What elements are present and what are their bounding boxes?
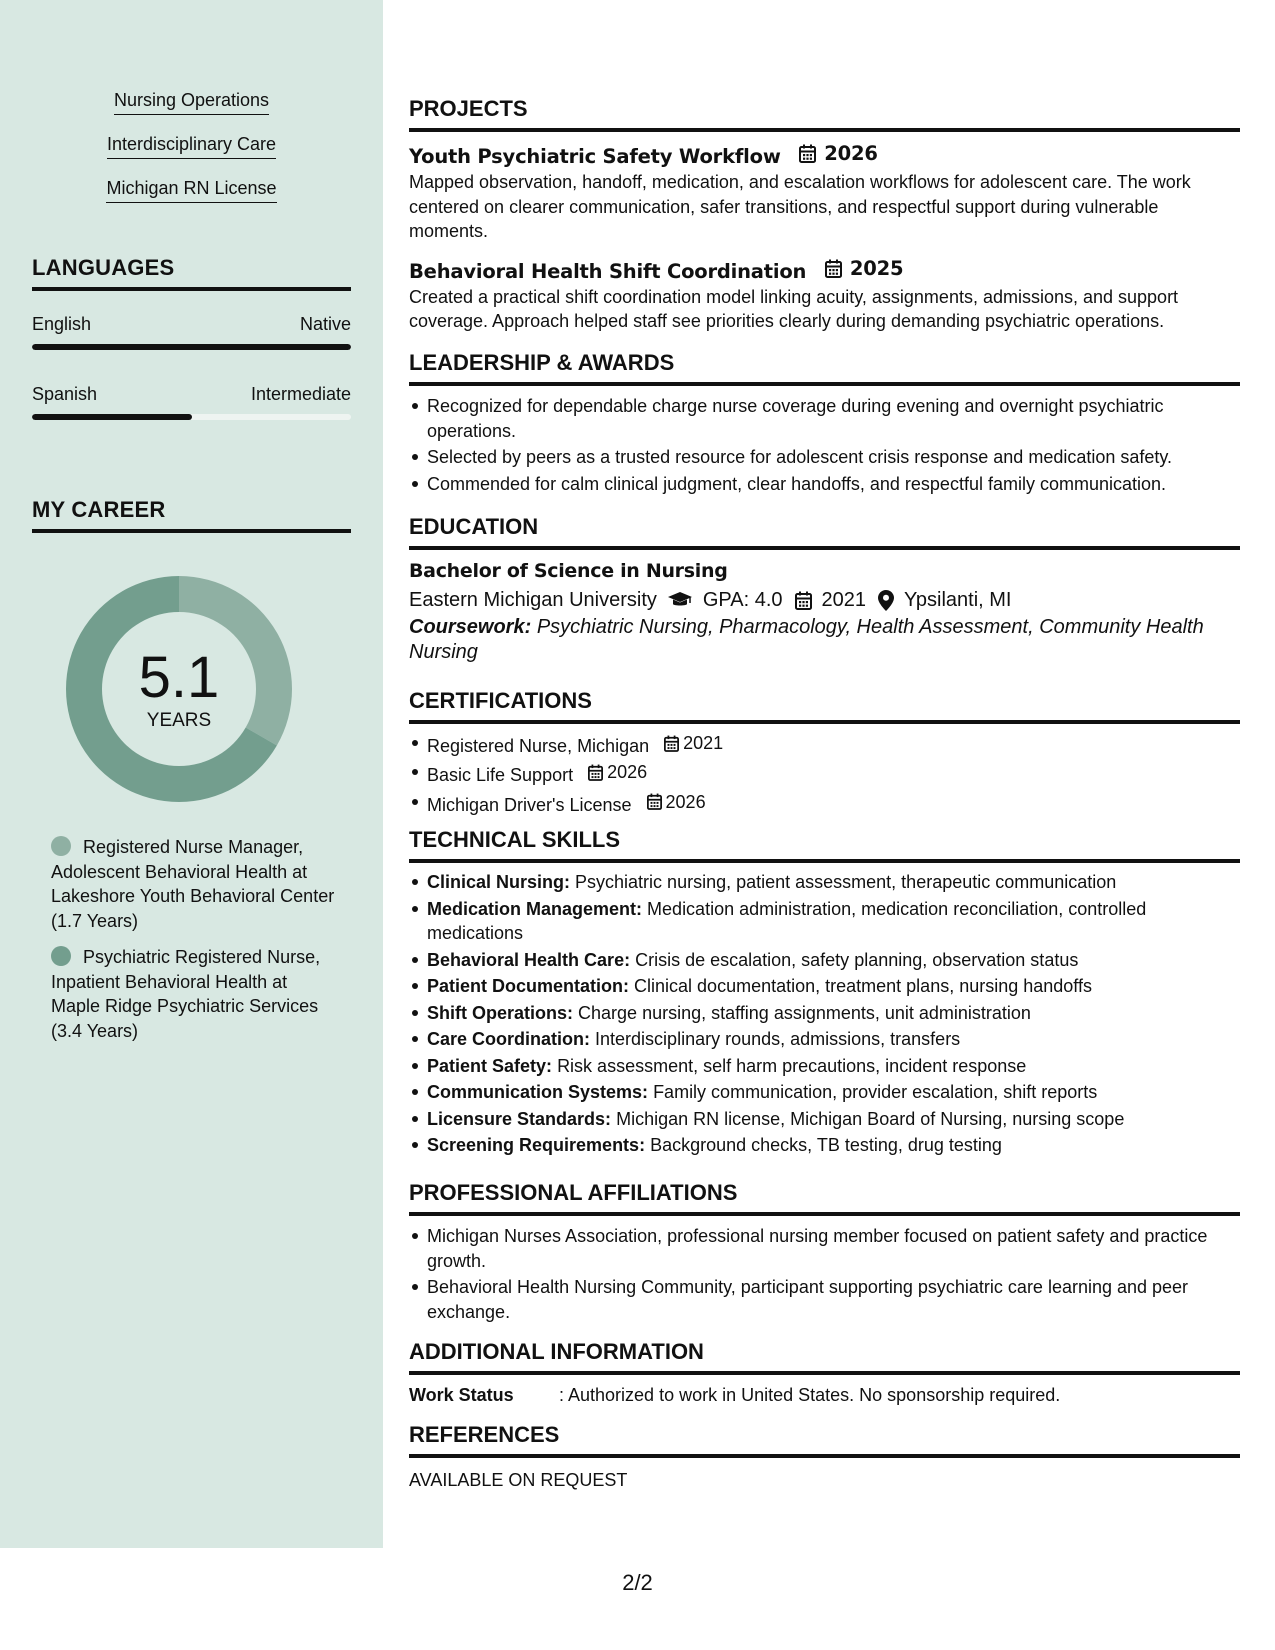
calendar-icon [664,735,679,752]
skill-text: Background checks, TB testing, drug testing [650,1135,1002,1155]
technical-skills-section [409,827,1240,1160]
skill-label: Behavioral Health Care: [427,949,631,970]
language-name: English [32,314,92,334]
language-level: Intermediate [250,384,351,404]
section-heading: TECHNICAL SKILLS [409,827,1240,863]
list-item [409,1054,1240,1079]
list-item [409,790,1240,817]
language-name: Spanish [32,384,98,404]
list-item [409,1080,1240,1105]
skill-text: Medication administration, medication reconciliation, controlled medications [427,898,1147,943]
projects-section [409,96,1240,334]
list-item: Recognized for dependable charge nurse coverage during evening and overnight psychiatric operations. [409,394,1240,443]
career-total-value: 5.1 [138,645,220,710]
sidebar [0,0,383,1548]
section-heading: CERTIFICATIONS [409,688,1240,724]
languages-heading: LANGUAGES [32,255,351,291]
list-item [409,1001,1240,1026]
page-number: 2/2 [622,1570,653,1595]
skill-tag: Nursing Operations [114,88,269,115]
gpa: GPA: 4.0 [702,589,783,611]
language-level: Native [299,314,351,334]
project-name: Behavioral Health Shift Coordination [409,259,807,283]
skill-text: Clinical documentation, treatment plans, nursing handoffs [634,976,1092,996]
section-heading: LEADERSHIP & AWARDS [409,350,1240,386]
project-year: 2026 [824,142,878,165]
skill-text: Interdisciplinary rounds, admissions, transfers [595,1029,961,1049]
career-heading: MY CAREER [32,497,351,533]
skill-label: Communication Systems: [427,1082,649,1102]
work-status-label: Work Status [409,1385,514,1405]
career-item-text: Psychiatric Registered Nurse, Inpatient Behavioral Health at Maple Ridge Psychiatric Services (3.4 Years) [51,947,321,1041]
section-heading: REFERENCES [409,1422,1240,1458]
career-item-text: Registered Nurse Manager, Adolescent Behavioral Health at Lakeshore Youth Behavioral Center (1.7 Years) [51,837,335,931]
skill-label: Licensure Standards: [427,1108,612,1129]
location-pin-icon [878,590,894,611]
certification-year: 2026 [607,762,648,783]
calendar-icon [799,144,816,163]
references-text: AVAILABLE ON REQUEST [409,1470,628,1490]
school-name: Eastern Michigan University [409,589,657,611]
career-dot-icon [51,946,71,966]
section-heading: PROJECTS [409,96,1240,132]
career-item [51,835,341,933]
graduation-cap-icon [667,591,693,609]
skill-label: Patient Safety: [427,1055,553,1076]
skill-tag: Michigan RN License [106,176,276,203]
language-row [32,384,351,405]
section-heading: ADDITIONAL INFORMATION [409,1339,1240,1375]
skill-label: Medication Management: [427,898,643,919]
education-details [409,585,1240,615]
project-title [409,140,1240,170]
work-status-value: : Authorized to work in United States. No sponsorship required. [559,1385,1061,1405]
coursework [409,615,1240,664]
skill-label: Clinical Nursing: [427,872,571,892]
list-item [409,948,1240,973]
list-item [409,760,1240,787]
certification-name: Registered Nurse, Michigan [427,735,650,756]
list-item [409,870,1240,895]
list-item [409,1027,1240,1052]
skill-text: Family communication, provider escalation, shift reports [653,1082,1098,1102]
language-bar-fill [32,414,192,420]
skill-label: Patient Documentation: [427,976,630,996]
list-item: Selected by peers as a trusted resource for adolescent crisis response and medication safety. [409,445,1240,470]
education-section [409,514,1240,664]
career-item [51,945,341,1043]
additional-info-section [409,1339,1240,1406]
language-bar [32,414,351,420]
leadership-section [409,350,1240,498]
language-bar-fill [32,344,351,350]
skill-text: Charge nursing, staffing assignments, unit administration [578,1002,1031,1023]
skill-label: Shift Operations: [427,1002,574,1023]
career-dot-icon [51,836,71,856]
certification-name: Basic Life Support [427,765,574,785]
list-item [409,1107,1240,1132]
technical-skills-list [409,870,1240,1158]
skill-label: Screening Requirements: [427,1135,646,1155]
language-row [32,314,351,335]
project-title [409,255,1240,285]
degree-title: Bachelor of Science in Nursing [409,560,728,582]
project-description: Mapped observation, handoff, medication, and escalation workflows for adolescent care. The work centered on clearer communication, safer transitions, and respectful support during vulnerable moments. [409,172,1191,241]
skill-text: Crisis de escalation, safety planning, observation status [635,949,1079,970]
graduation-year: 2021 [821,589,867,611]
calendar-icon [647,793,662,810]
skill-text: Risk assessment, self harm precautions, incident response [557,1055,1027,1076]
affiliations-list [409,1224,1240,1324]
list-item: Michigan Nurses Association, professional nursing member focused on patient safety and practice growth. [409,1224,1240,1273]
certification-year: 2021 [683,733,724,753]
list-item: Behavioral Health Nursing Community, participant supporting psychiatric care learning and peer exchange. [409,1275,1240,1324]
certification-name: Michigan Driver's License [427,794,632,815]
list-item [409,974,1240,999]
project-year: 2025 [849,256,904,280]
list-item [409,897,1240,946]
skill-text: Psychiatric nursing, patient assessment, therapeutic communication [575,872,1117,892]
section-heading: PROFESSIONAL AFFILIATIONS [409,1180,1240,1216]
skill-tags [0,88,383,220]
certifications-list [409,731,1240,817]
coursework-label: Coursework: [409,616,532,638]
calendar-icon [825,259,842,278]
skill-text: Michigan RN license, Michigan Board of Nursing, nursing scope [616,1108,1125,1129]
list-item [409,731,1240,758]
project-description: Created a practical shift coordination model linking acuity, assignments, admissions, and support coverage. Approach helped staff see priorities clearly during demanding psychiatric operations. [409,286,1179,331]
affiliations-section [409,1180,1240,1326]
references-section [409,1422,1240,1493]
section-heading: EDUCATION [409,514,1240,550]
career-total-unit: YEARS [146,710,212,731]
list-item: Commended for calm clinical judgment, clear handoffs, and respectful family communication. [409,472,1240,497]
school-location: Ypsilanti, MI [904,589,1012,611]
coursework-list: Psychiatric Nursing, Pharmacology, Health Assessment, Community Health Nursing [409,616,1204,663]
leadership-list [409,394,1240,496]
work-status-row [409,1385,1240,1406]
list-item [409,1133,1240,1158]
certification-year: 2026 [665,791,706,812]
project-name: Youth Psychiatric Safety Workflow [409,145,781,168]
skill-tag: Interdisciplinary Care [107,132,276,159]
language-bar [32,344,351,350]
calendar-icon [588,764,603,781]
calendar-icon [795,591,812,610]
certifications-section [409,688,1240,819]
skill-label: Care Coordination: [427,1029,591,1049]
